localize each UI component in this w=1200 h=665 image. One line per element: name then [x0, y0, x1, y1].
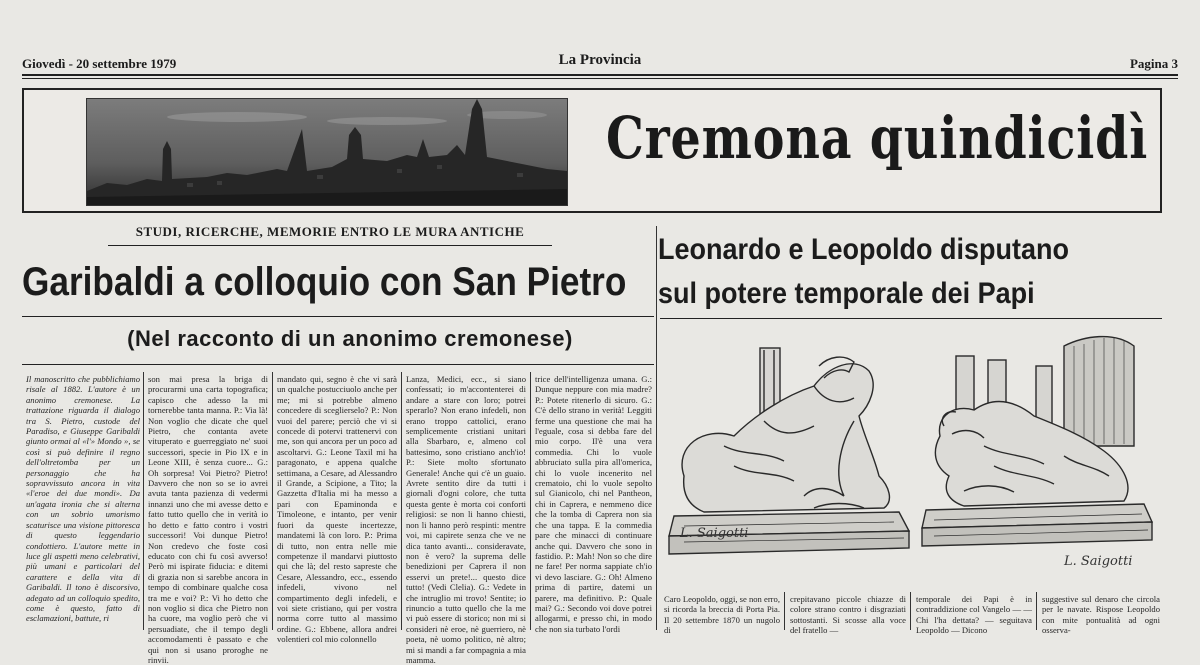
header-rule	[22, 74, 1178, 76]
left-column-4: Lanza, Medici, ecc., si siano confessati; io m'accontenterei di andare a stare con loro; potrei sperarlo? Non erano infedeli, non erano troppo cattolici, erano semplicemente cristiani unitari alla Sbarbaro, e, almeno col battesimo, sono cristiano anch'io! P.: Siete molto sfortunato Generale! Anche qui c'è un guaio. Avrete sentito dire da tutti i giornali d'ogni colore, che tutta questa gente è morta coi conforti religiosi: se non li hanno chiesti, non li hanno però respinti: mentre voi, mi capirete senza che ve ne dica tanto avanti... consideravate, non è vero? la suprema delle benedizioni per Caprera il non esservi un prete!... questo dice tutto! (Vedi Clelia). G.: Vedete in che intruglio mi trovo! Sentite; io rinuncio a tutto quello che la me vi può essere di storico; non mi si consideri nè eroe, nè guerriero, nè poeta, nè uomo politico, nè altro; mi si mandi a far compagnia a mia mamma.	[406, 374, 526, 665]
issue-date: Giovedì - 20 settembre 1979	[22, 56, 177, 71]
right-headline-line-1: Leonardo e Leopoldo disputano	[658, 233, 1069, 266]
column-rule	[530, 372, 531, 630]
section-title: Cremona quindicidì	[606, 104, 1149, 172]
article-kicker: STUDI, RICERCHE, MEMORIE ENTRO LE MURA ANTICHE	[135, 224, 525, 239]
left-column-2: son mai presa la briga di procurarmi una carta topografica; capisco che adesso la mi tornerebbe tanta manna. P.: Via là! Non voglio che dicate che quel Pietro, che contanta avete vituperato e guerreggiato ne' suoi successori, specie in Pio IX e in Leone XIII, è senza cuore... G.: Oh sorpresa! Voi Pietro? Pietro! Davvero che non so se io avrei avuta tanta pazienza di vedermi innanzi uno che mi avesse detto e fatto tutto quello che in verità io ho detto e fatto contro i vostri successori! Voi dunque Pietro! Non credevo che foste così educato con chi fu così avverso! Però mi ispirate fiducia: e ditemi di grazia non si sarebbe ancora in tempo di combinare qualche cosa tra me e voi? P.: Vi ho detto che non voglio si dica che Pietro non ha cuore, ma voglio però che vi persuadiate, che il tempo degli accomodamenti è passato e che qui non si usano proroghe ne rinvii.	[148, 374, 268, 665]
illustrator-signature-left: L. Saigotti	[680, 526, 749, 541]
column-rule	[143, 372, 144, 630]
right-headline-rule	[660, 318, 1162, 319]
column-rule	[784, 592, 785, 630]
header-rule-thin	[22, 78, 1178, 79]
kicker-rule	[108, 245, 552, 246]
skyline-drawing	[87, 99, 567, 205]
stone-lions-illustration	[664, 326, 1160, 586]
column-rule	[272, 372, 273, 630]
right-column-4: suggestive sul denaro che circola per le navate. Rispose Leopoldo con mite pontualità ad ogni osserva-	[1042, 594, 1160, 636]
illustrator-signature-right: L. Saigotti	[1064, 554, 1133, 569]
newspaper-name: La Provincia	[558, 52, 642, 68]
city-skyline-image	[86, 98, 568, 206]
subhead-rule	[22, 364, 654, 365]
right-column-3: temporale dei Papi è in contraddizione col Vangelo — — Chi l'ha dettata? — seguitava Leopoldo — Dicono	[916, 594, 1032, 636]
right-column-2: crepitavano piccole chiazze di colore strano contro i disgraziati sottostanti. Si scosse alla voce del fratello —	[790, 594, 906, 636]
running-header	[22, 52, 1178, 72]
headline-rule	[22, 316, 654, 317]
article-headline: Garibaldi a colloquio con San Pietro	[22, 260, 627, 304]
article-subheadline: (Nel racconto di un anonimo cremonese)	[127, 326, 573, 351]
article-divider	[656, 226, 657, 630]
page-number: Pagina 3	[1129, 56, 1178, 71]
right-headline-line-2: sul potere temporale dei Papi	[658, 277, 1035, 310]
right-article-headline	[658, 228, 1126, 316]
right-column-1: Caro Leopoldo, oggi, se non erro, si ricorda la breccia di Porta Pia. Il 20 settembre 1870 un nugolo di	[664, 594, 780, 636]
column-rule	[910, 592, 911, 630]
column-rule	[401, 372, 402, 630]
left-column-5: trice dell'intelligenza umana. G.: Dunque neppure con mia madre? P.: Potete ritenerlo di sicuro. G.: C'è dello strano in verità! Leggiti ferme una questione che mai ha l'eguale, cosa si debba fare del mio corpo. Il'è una vera commedia. Chi lo vuole abbruciato sulla pira all'omerica, chi lo vuole incenerito nel crematoio, chi lo vuole sepolto sul Gianicolo, chi nel Pantheon, chi in Caprera, e nemmeno dice che la tomba di Caprera non sia che una tappa. E la commedia pare che minacci di continuare anche qui. Davvero che sono in fastidio. P.: Mah! Non so che dire ne fare! Per norma sappiate ch'io vi devo lasciare. G.: Oh! Almeno prima di partire, datemi un parere, ma definitivo. P.: Quale mai? G.: Secondo voi dove potrei allogarmi, e presso chi, in modo che non sia turbato l'ordi	[535, 374, 652, 634]
column-rule	[1036, 592, 1037, 630]
left-column-1: Il manoscritto che pubblichiamo risale al 1882. L'autore è un anonimo cremonese. La trattazione riguarda il dialogo tra S. Pietro, custode del Paradiso, e Giuseppe Garibaldi giunto ormai al «l'» Mondo », se così si può definire il regno dell'oltretomba per un personaggio che ha sopravvissuto ancora in vita «l'eroe dei due mondi». Da un'agata ironia che si alterna con un sobrio umorismo scaturisce una visione pittoresca di questo leggendario condottiero. L'autore mette in luce gli aspetti meno celebrativi, più umani e particolari del carattere e della vita di Garibaldi. Il tono è discorsivo, adegato ad un colloquio spedito, come è questo, fatto di esclamazioni, battute, ri	[26, 374, 140, 624]
lions-drawing	[664, 326, 1160, 586]
section-masthead	[22, 88, 1162, 213]
left-column-3: mandato qui, segno è che vi sarà un qualche postucciuolo anche per me; mi si potrebbe almeno concedere di sceglierselo? P.: Non vuoi del parere; perciò che vi si concede di potervi trattenervi con me, son qui ancora per un poco ad ascoltarvi. G.: Leone Taxil mi ha paragonato, e appena qualche settimana, a Cesare, ad Alessandro il Grande, a Scipione, a Tito; la Gazzetta d'Italia mi ha messo a pari con Epaminonda e Timoleone, e intanto, per venir fuori da queste incertezze, mandatemi là con loro. P.: Prima di tutto, non entra nelle mie competenze il mandarvi piuttosto qui che là; del resto sapreste che Cesare, Alessandro, ecc., essendo infedeli, vivono nel compartimento degli infedeli, e voi siete cristiano, qui per vostra norma corre tutto al massimo ordine. G.: Ebbene, allora andrei volentieri col mio colonnello	[277, 374, 397, 645]
